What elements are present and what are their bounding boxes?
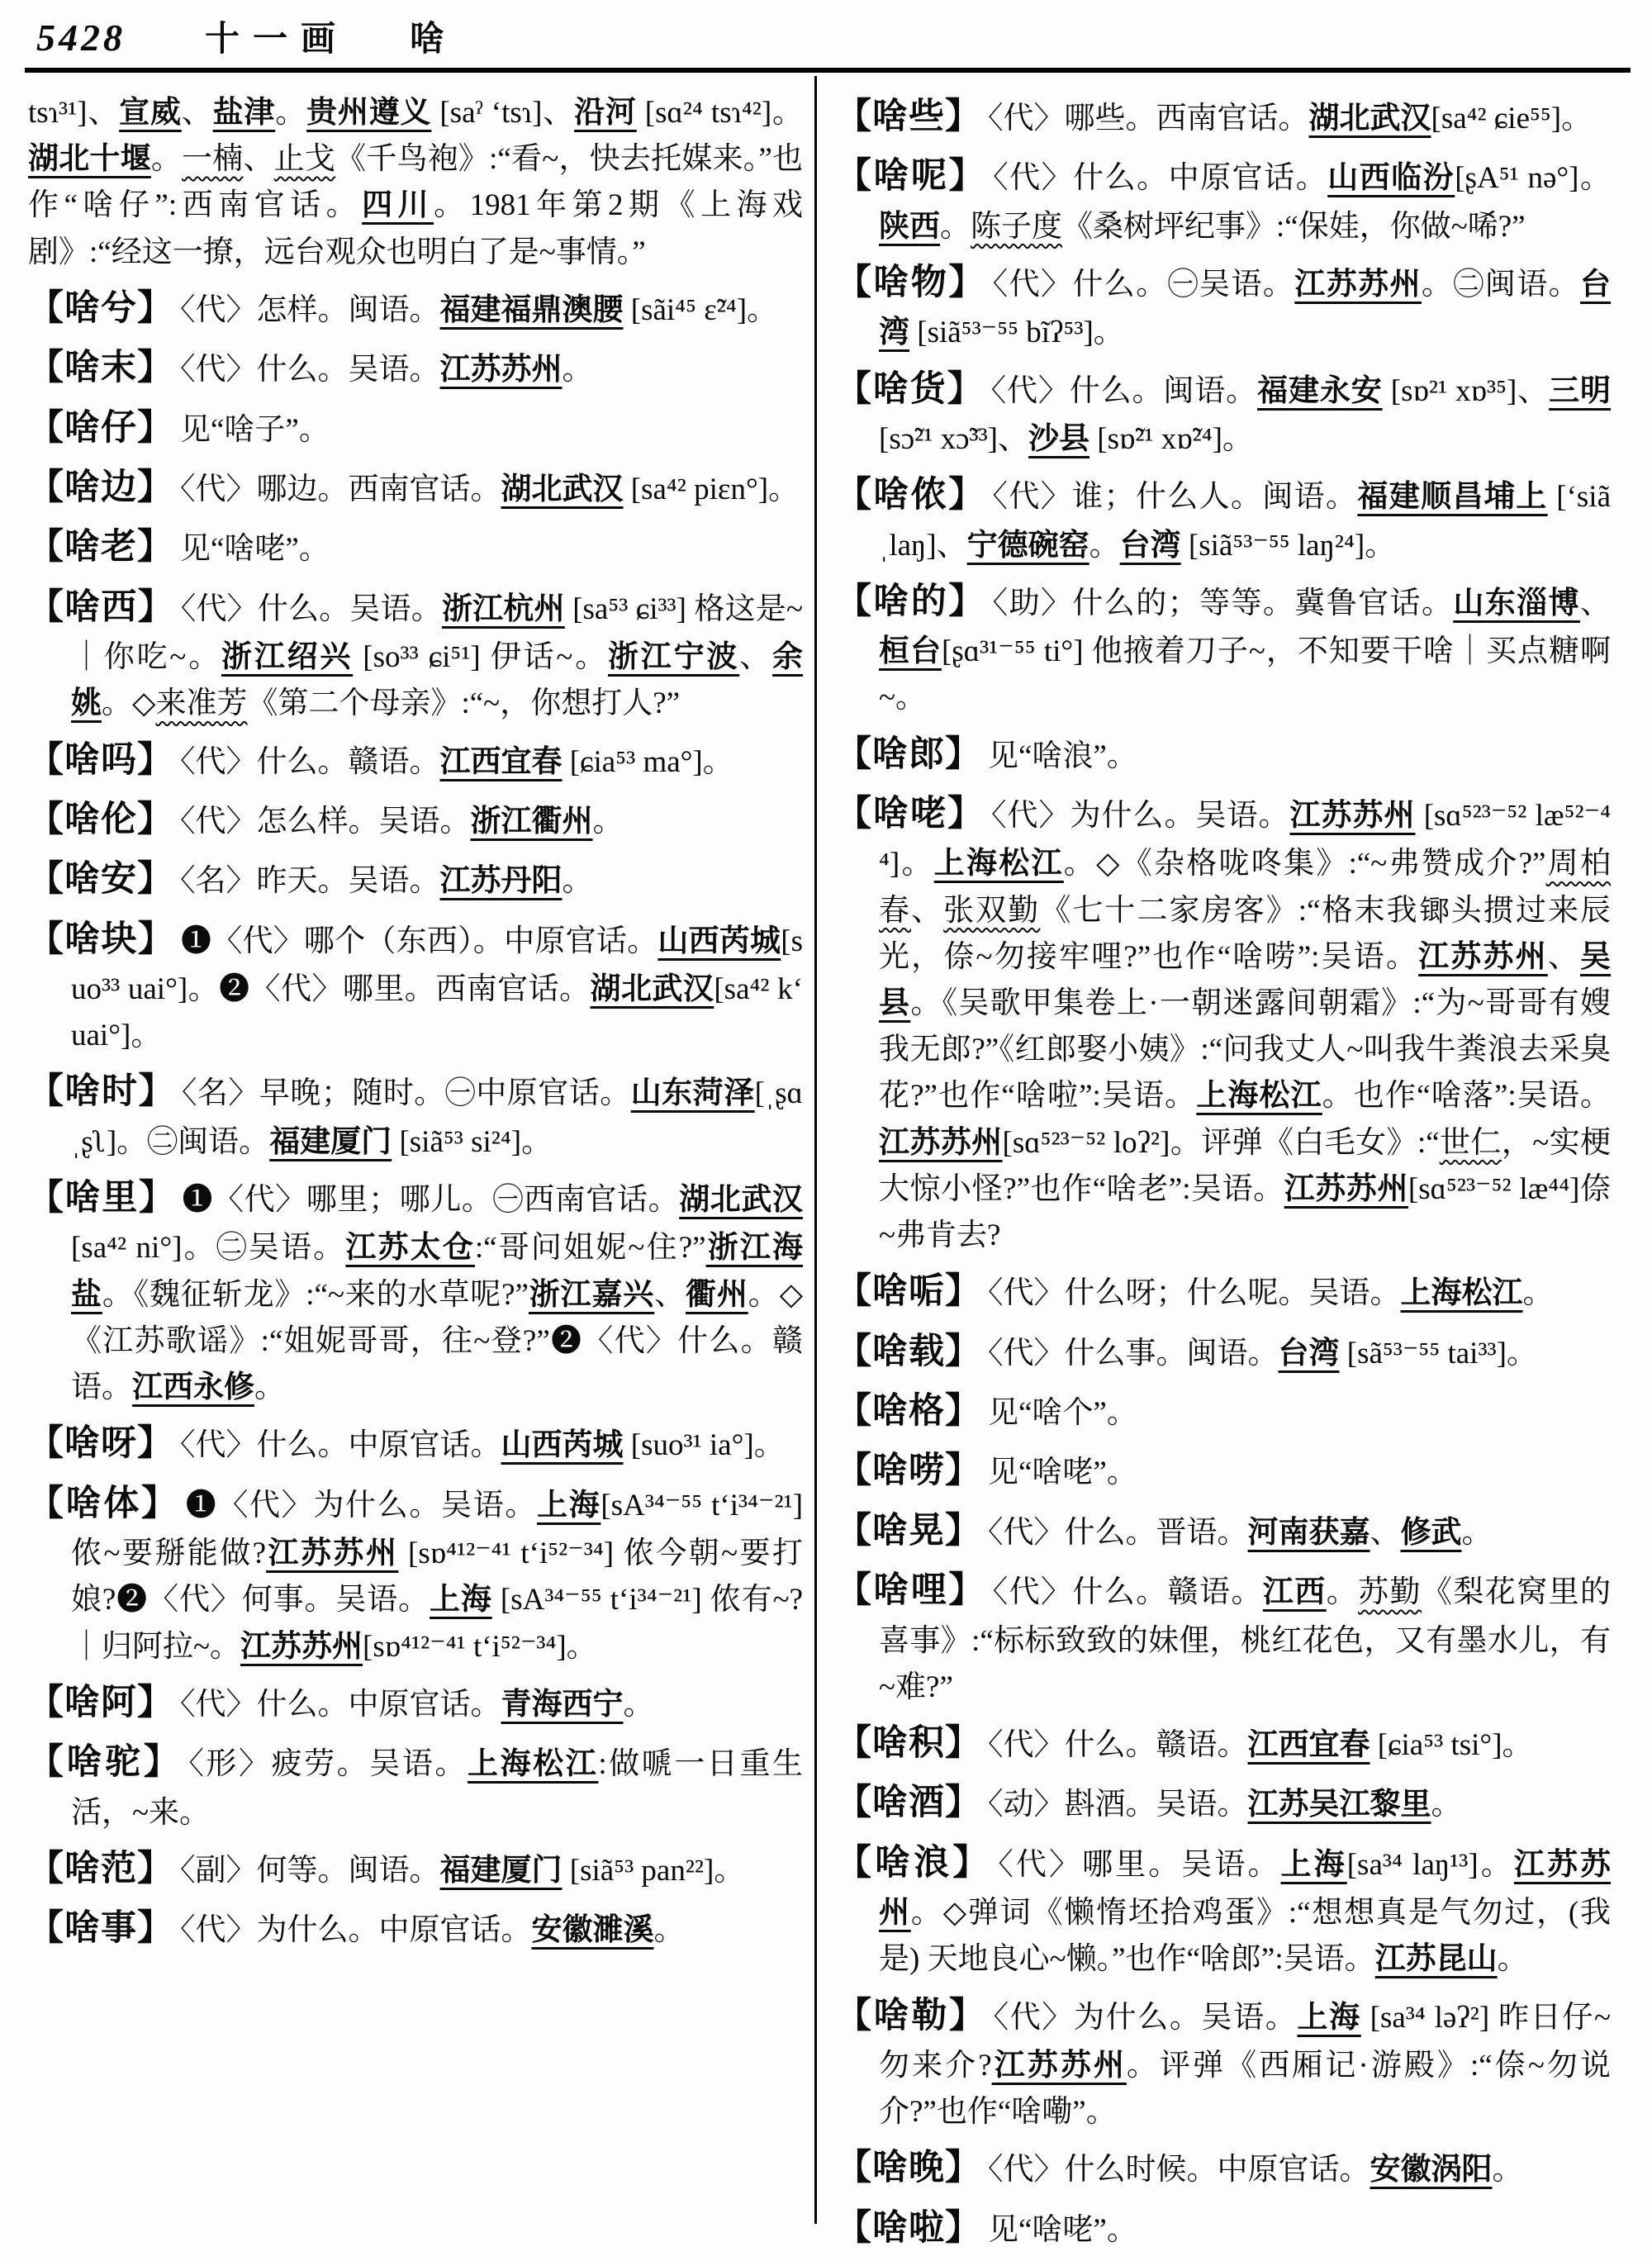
entry-text: [sa⁵³ ɕi³³] 格这是~｜你吃~。 [71,591,804,675]
entry-text: [sɑ⁵²³⁻⁵² læ⁴⁴]倷~弗肯去? [879,1171,1611,1253]
dictionary-entry [28,913,803,1060]
dictionary-entry [836,1325,1611,1379]
entry-text: 。 [623,1687,654,1722]
entry-text: 。 [940,209,971,244]
place-name: 宣威 [119,96,182,130]
entry-text: 〈代〉什么。中原官话。 [993,161,1328,196]
entry-text: 〈动〉斟酒。吴语。 [988,1788,1248,1822]
place-name: 江苏昆山 [1374,1942,1498,1977]
entry-text: 。 [562,864,593,899]
entry-text: 见“啥咾”。 [180,532,330,567]
place-name: 山西芮城 [501,1428,624,1463]
entry-text: 。㊁闽语。 [1421,267,1581,302]
place-name: 台湾 [1278,1336,1340,1370]
dictionary-entry [28,853,803,906]
entry-text: tsɿ³¹]、 [28,96,120,130]
dictionary-entry [28,1477,803,1670]
person-name: 陈子度 [971,209,1062,244]
dictionary-entry [836,1776,1611,1830]
entry-text: 〈代〉什么时候。中原官话。 [988,2153,1370,2187]
entry-text: 〈代〉什么。晋语。 [988,1515,1248,1550]
entry-headword: 【啥格】 [836,1392,981,1432]
place-name: 浙江嘉兴 [528,1277,655,1312]
entry-text: 〈代〉什么。赣语。 [992,1575,1263,1610]
place-name: 江苏苏州 [879,1125,1003,1160]
section-title: 十一画 [205,21,349,59]
dictionary-entry [836,1836,1611,1983]
entry-text: 。评弹《西厢记·游殿》:“倷~勿说介?”也作“啥嘞”。 [879,2048,1611,2130]
entry-text: [saˀ ʻtsɿ]、 [431,96,575,130]
entry-headword: 【啥物】 [836,263,986,302]
entry-text: 。《吴歌甲集卷上·一朝迷露间朝霜》:“为~哥哥有嫂我无郎?”《红郎娶小姨》:“问我丈人~叫我牛粪浪去采臭花?”也作“啥啦”:吴语。 [879,986,1611,1114]
entry-text: [siã⁵³⁻⁵⁵ bĩʔ⁵³]。 [909,316,1124,350]
place-name: 安徽涡阳 [1370,2153,1493,2187]
entry-text: [ʻsiã ˌlaŋ]、 [879,480,1612,563]
entry-headword: 【啥晚】 [836,2149,981,2188]
entry-text: ❶〈代〉哪个（东西）。中原官话。 [180,924,658,958]
entry-text: 。也作“啥落”:吴语。 [1322,1079,1612,1114]
entry-text: 〈代〉哪边。西南官话。 [180,473,501,507]
entry-headword: 【啥侬】 [836,476,986,515]
entry-text: ❶〈代〉哪里；哪儿。㊀西南官话。 [182,1183,680,1218]
place-name: 陕西 [879,209,940,244]
dictionary-entry [836,2202,1611,2255]
place-name: 江苏丹阳 [439,864,563,899]
entry-headword: 【啥体】 [28,1484,179,1523]
entry-text: 〈助〉什么的；等等。冀鲁官话。 [992,586,1454,620]
entry-text: 〈代〉为什么。吴语。 [991,798,1290,833]
place-name: 江苏苏州 [1284,1171,1408,1206]
entry-text: 。◇《江苏歌谣》:“姐妮哥哥，往~登?”❷〈代〉什么。赣语。 [71,1277,804,1405]
entry-headword: 【啥时】 [28,1072,175,1112]
entry-text: 《梨花窝里的喜事》:“标标致致的妹俚，桃红花色，又有墨水儿，有~难?” [879,1575,1612,1704]
entry-headword: 【啥酒】 [836,1784,981,1823]
entry-text: 《千鸟袍》:“看~，快去托媒来。”也作“啥仔”:西南官话。 [28,142,804,223]
place-name: 浙江海盐 [71,1231,803,1312]
entry-headword: 【啥吗】 [28,740,173,780]
entry-headword: 【啥货】 [836,369,985,409]
dictionary-entry [28,1902,803,1955]
entry-headword: 【啥㖃】 [836,1272,981,1312]
place-name: 江苏苏州 [1294,267,1422,302]
entry-text: [sã⁵³⁻⁵⁵ tai³³]。 [1339,1336,1537,1370]
entry-text: 〈代〉什么呀；什么呢。吴语。 [988,1276,1401,1311]
place-name: 福建厦门 [269,1124,392,1159]
entry-text: 。 [653,1913,685,1948]
entry-text: 〈代〉什么。中原官话。 [180,1687,501,1722]
dictionary-entry [28,1736,803,1836]
entry-text: 〈形〉疲劳。吴语。 [188,1747,468,1782]
entry-text: 。◇弹词《懒惰坯拾鸡蛋》:“想想真是气勿过，(我是) 天地良心~懒。”也作“啥郎”:吴语。 [879,1896,1611,1977]
entry-text: 〈代〉为什么。吴语。 [993,2000,1298,2035]
entry-text: [sɑ⁵²³⁻⁵² læ⁵²⁻⁴⁴]。 [879,798,1612,881]
right-column [836,84,1611,2261]
entry-text: 见“啥浪”。 [988,739,1137,773]
entry-headword: 【啥哩】 [836,1571,986,1611]
place-name: 沿河 [574,96,637,130]
place-name: 浙江杭州 [441,591,565,626]
entry-headword: 【啥勒】 [836,1996,987,2035]
entry-text: [suo³¹ ia°]。 [623,1428,785,1463]
place-name: 上海 [429,1583,492,1617]
place-name: 湖北武汉 [679,1183,804,1218]
place-name: 宁德碗窑 [966,528,1089,563]
dictionary-entry [28,461,803,515]
entry-text: [ɕia⁵³ tsi°]。 [1370,1728,1533,1763]
place-name: 上海松江 [1196,1079,1322,1114]
entry-headword: 【啥浪】 [836,1843,992,1883]
column-divider [814,76,817,2224]
entry-text: [sãi⁴⁵ ɛ̃²⁴]。 [623,292,778,327]
place-name: 上海松江 [933,847,1064,881]
entry-text: 见“啥个”。 [988,1396,1137,1431]
entry-text: 〈代〉什么。吴语。 [180,353,440,387]
entry-text: 、 [739,640,773,675]
place-name: 福建顺昌埔上 [1357,480,1548,515]
person-name: 来准芳 [155,686,248,721]
entry-headword: 【啥呢】 [836,157,987,197]
dictionary-entry [836,1444,1611,1498]
entry-text: [sɒ̃²¹ xɒ̃²⁴]。 [1089,421,1253,456]
entry-text: 〈名〉昨天。吴语。 [180,864,440,899]
place-name: 江苏苏州 [240,1629,363,1664]
place-name: 山西临汾 [1327,161,1455,196]
dictionary-entry [836,1564,1611,1711]
entry-text: 。 [1497,1942,1528,1977]
place-name: 修武 [1400,1515,1462,1550]
person-name: 止戈 [273,142,336,177]
entry-text: [sa⁴² kʻuai°]。 [71,972,804,1053]
place-name: 青海西宁 [501,1687,624,1722]
entry-text: 〈代〉哪里。吴语。 [998,1847,1281,1882]
entry-text: 、 [911,893,944,928]
entry-text: 《第二个母亲》:“~，你想打人?” [247,686,681,721]
dictionary-entry [836,1504,1611,1558]
entry-headword: 【啥老】 [28,528,173,568]
entry-text: 〈代〉怎样。闽语。 [180,292,440,327]
entry-text: 。1981年第2期《上海戏剧》:“经这一撩，远台观众也明白了是~事情。” [28,188,804,269]
entry-text: 。 [1461,1515,1493,1550]
entry-text: [sɔ̃²¹ xɔ̃³³]、 [879,421,1029,456]
entry-text: 、 [1580,586,1612,620]
entry-text: [sa³⁴ ləʔ²] 昨日仔~勿来介? [879,2000,1612,2083]
dictionary-entry [28,793,803,847]
dictionary-entry [836,2141,1611,2195]
entry-text: [sa³⁴ laŋ¹³]。 [1346,1847,1514,1882]
entry-text: 。 [592,804,624,838]
dictionary-entry [28,1065,803,1166]
entry-headword: 【啥晃】 [836,1511,981,1551]
entry-headword: 【啥呀】 [28,1424,173,1464]
entry-headword: 【啥些】 [836,97,981,136]
entry-text: 见“啥子”。 [180,412,330,447]
entry-headword: 【啥事】 [28,1909,173,1949]
dictionary-entry [28,401,803,455]
entry-text: 《桑树坪纪事》:“保娃，你做~唏?” [1062,209,1526,244]
dictionary-entry [836,575,1611,722]
place-name: 四川 [362,188,434,223]
dictionary-entry [28,282,803,335]
entry-headword: 【啥边】 [28,468,173,508]
place-name: 山东淄博 [1453,586,1581,620]
entry-text: [sɑ²⁴ tsɿ⁴²]。 [636,96,804,130]
entry-text: 、 [243,142,274,177]
place-name: 上海松江 [1400,1276,1523,1311]
place-name: 衢州 [686,1277,748,1312]
dictionary-entry [836,468,1611,569]
dictionary-entry [836,1385,1611,1438]
left-column [28,84,803,2261]
place-name: 江西宜春 [1247,1728,1370,1763]
place-name: 吴县 [879,939,1612,1020]
place-name: 湖北武汉 [501,473,624,507]
place-name: 湖北武汉 [1308,102,1431,135]
dictionary-entry [836,1717,1611,1770]
person-name: 张双勤 [943,893,1041,928]
place-name: 湖北武汉 [590,972,714,1006]
dictionary-entry [836,363,1611,463]
entry-text: 、 [1547,939,1581,974]
entry-text: 见“啥咾”。 [988,2212,1137,2247]
entry-text: 〈代〉哪些。西南官话。 [988,102,1309,135]
entry-headword: 【啥唠】 [836,1451,981,1491]
page-body [0,81,1652,2261]
entry-text: 。◇ [102,686,156,721]
entry-text: 〈代〉什么。赣语。 [180,744,440,779]
dictionary-entry [836,787,1611,1259]
dictionary-entry [836,1265,1611,1318]
entry-text: [suo³³ uai°]。❷〈代〉哪里。西南官话。 [71,924,804,1006]
entry-headword: 【啥伦】 [28,800,173,839]
place-name: 江苏吴江黎里 [1247,1788,1431,1822]
entry-text: 。 [1326,1575,1359,1610]
entry-headword: 【啥兮】 [28,288,173,328]
place-name: 江西 [1262,1575,1327,1610]
place-name: 福建厦门 [439,1853,563,1888]
entry-headword: 【啥咾】 [836,794,985,834]
place-name: 台湾 [879,267,1612,350]
place-name: 上海 [537,1488,601,1522]
entry-text: [sɒ⁴¹²⁻⁴¹ tʻi⁵²⁻³⁴] 侬今朝~要打娘?❷〈代〉何事。吴语。 [71,1537,803,1617]
place-name: 台湾 [1119,528,1181,563]
place-name: 上海松江 [468,1747,599,1782]
place-name: 江西宜春 [439,744,563,779]
entry-headword: 【啥阿】 [28,1683,173,1722]
entry-text: 〈代〉什么。赣语。 [988,1728,1248,1763]
entry-text: 、 [181,96,213,130]
entry-headword: 【啥范】 [28,1849,173,1888]
entry-text: 〈代〉谁；什么人。闽语。 [992,480,1358,515]
entry-headword: 【啥块】 [28,919,174,959]
entry-text: [sɑ⁵²³⁻⁵² loʔ²]。评弹《白毛女》:“ [1002,1125,1440,1160]
dictionary-entry [28,1417,803,1470]
entry-text: 。 [275,96,307,130]
entry-text: 。 [1522,1276,1554,1311]
entry-text: [sA³⁴⁻⁵⁵ tʻi³⁴⁻²¹] 侬有~?｜归阿拉~。 [71,1583,804,1664]
place-name: 江苏苏州 [879,1847,1612,1931]
entry-text: [so³³ ɕi⁵¹] 伊话~。 [353,640,608,675]
entry-text: [ɕia⁵³ ma°]。 [562,744,733,779]
place-name: 江苏苏州 [991,2048,1127,2083]
entry-headword: 【啥里】 [28,1179,176,1218]
place-name: 盐津 [212,96,276,130]
place-name: 浙江宁波 [608,640,740,675]
place-name: 江苏苏州 [266,1537,399,1571]
entry-headword: 【啥郎】 [836,734,981,774]
person-name: 苏勤 [1358,1575,1422,1610]
entry-text: 〈代〉什么。吴语。 [180,591,442,626]
place-name: 江苏苏州 [1418,939,1548,974]
entry-text: [sa⁴² ɕie⁵⁵]。 [1431,102,1593,135]
entry-text: 〈代〉什么。闽语。 [990,373,1258,408]
person-name: 世仁 [1439,1125,1502,1160]
entry-text: 。 [562,353,593,387]
entry-headword: 【啥末】 [28,349,173,388]
entry-text: 〈副〉何等。闽语。 [180,1853,440,1888]
entry-text: [sɒ⁴¹²⁻⁴¹ tʻi⁵²⁻³⁴]。 [363,1629,597,1664]
entry-text: 。 [254,1370,285,1405]
dictionary-entry [28,90,803,276]
dictionary-entry [836,256,1611,357]
header-rule [25,68,1631,73]
place-name: 浙江绍兴 [221,640,354,675]
entry-headword: 【啥驼】 [28,1743,183,1783]
person-name: 周柏春 [879,847,1611,928]
entry-text: 〈代〉什么事。闽语。 [988,1336,1279,1370]
entry-text: :做嗁一日重生活，~来。 [71,1747,804,1830]
entry-headword: 【啥安】 [28,860,173,900]
place-name: 上海 [1297,2000,1361,2035]
dictionary-entry [28,581,803,728]
entry-text: 〈代〉什么。㊀吴语。 [992,267,1295,302]
place-name: 山东菏泽 [630,1076,755,1111]
dictionary-entry [28,1171,803,1411]
place-name: 湖北十堰 [28,142,151,177]
place-name: 余姚 [71,640,804,721]
entry-headword: 【啥仔】 [28,408,173,448]
entry-text: ，~实梗大惊小怪?”也作“啥老”:吴语。 [879,1125,1612,1206]
entry-text: 〈代〉为什么。中原官话。 [180,1913,532,1948]
dictionary-entry [28,734,803,787]
entry-text: [sa⁴² piɛn°]。 [623,473,800,507]
place-name: 浙江衢州 [470,804,593,838]
dictionary-entry [836,90,1611,144]
entry-headword: 【啥积】 [836,1724,981,1764]
place-name: 沙县 [1028,421,1090,456]
place-name: 贵州遵义 [306,96,432,130]
place-name: 上海 [1280,1847,1347,1882]
page-number: 5428 [36,17,126,59]
entry-text: [ʂɑ³¹⁻⁵⁵ ti°] 他掖着刀子~，不知要干啥｜买点糖啊~。 [879,634,1612,715]
entry-text: [ˌʂɑ ˌʂʅ]。㊁闽语。 [71,1076,804,1159]
entry-text: 《七十二家房客》:“格末我𨱍头掼过来辰光，倷~勿接牢哩?”也作“啥唠”:吴语。 [879,893,1612,974]
entry-text: [siã⁵³⁻⁵⁵ laŋ²⁴]。 [1180,528,1396,563]
entry-text: 。 [1492,2153,1523,2187]
place-name: 江苏苏州 [1289,798,1416,833]
place-name: 山西芮城 [657,924,781,958]
person-name: 一楠 [182,142,244,177]
entry-text: 、 [1370,1515,1401,1550]
entry-text: :“哥问姐妮~住?” [474,1231,706,1266]
entry-headword: 【啥载】 [836,1332,981,1371]
dictionary-entry [836,1989,1611,2136]
entry-text: 。 [1431,1788,1462,1822]
place-name: 福建永安 [1257,373,1383,408]
entry-text: [sA³⁴⁻⁵⁵ tʻi³⁴⁻²¹] 侬~要掰能做? [71,1488,804,1571]
section-character: 啥 [410,21,445,59]
dictionary-entry [28,341,803,395]
place-name: 桓台 [879,634,942,669]
entry-text: 。◇《杂格咙咚集》:“~弗赞成介?” [1063,847,1546,881]
entry-headword: 【啥啦】 [836,2208,981,2248]
entry-text: [sɒ²¹ xɒ³⁵]、 [1382,373,1550,408]
entry-text: 、 [654,1277,686,1312]
place-name: 河南获嘉 [1247,1515,1370,1550]
place-name: 福建福鼎澳腰 [439,292,624,327]
dictionary-entry [836,728,1611,781]
page-header [0,0,1652,66]
entry-text: 。《魏征斩龙》:“~来的水草呢?” [102,1277,529,1312]
entry-text: 见“啥咾”。 [988,1456,1137,1490]
dictionary-entry [28,1676,803,1730]
entry-headword: 【啥西】 [28,587,174,627]
entry-text: 〈代〉什么。中原官话。 [180,1428,501,1463]
entry-headword: 【啥的】 [836,582,986,621]
entry-text: 〈名〉早晚；随时。㊀中原官话。 [181,1076,631,1111]
dictionary-entry [28,1842,803,1896]
entry-text: 〈代〉怎么样。吴语。 [180,804,471,838]
place-name: 江西永修 [132,1370,254,1405]
place-name: 安徽濉溪 [531,1913,654,1948]
entry-text: [siã⁵³ pan²²]。 [562,1853,745,1888]
dictionary-entry [28,520,803,574]
entry-text: 。 [1089,528,1120,563]
dictionary-entry [836,150,1611,250]
entry-text: [sa⁴² ni°]。㊁吴语。 [71,1231,346,1266]
place-name: 江苏苏州 [439,353,563,387]
place-name: 江苏太仓 [345,1231,475,1266]
place-name: 三明 [1549,373,1612,408]
entry-text: ❶〈代〉为什么。吴语。 [185,1488,538,1522]
entry-text: 。 [150,142,183,177]
entry-text: [ʂA⁵¹ nə°]。 [1455,161,1612,196]
entry-text: [siã⁵³ si²⁴]。 [392,1124,553,1159]
